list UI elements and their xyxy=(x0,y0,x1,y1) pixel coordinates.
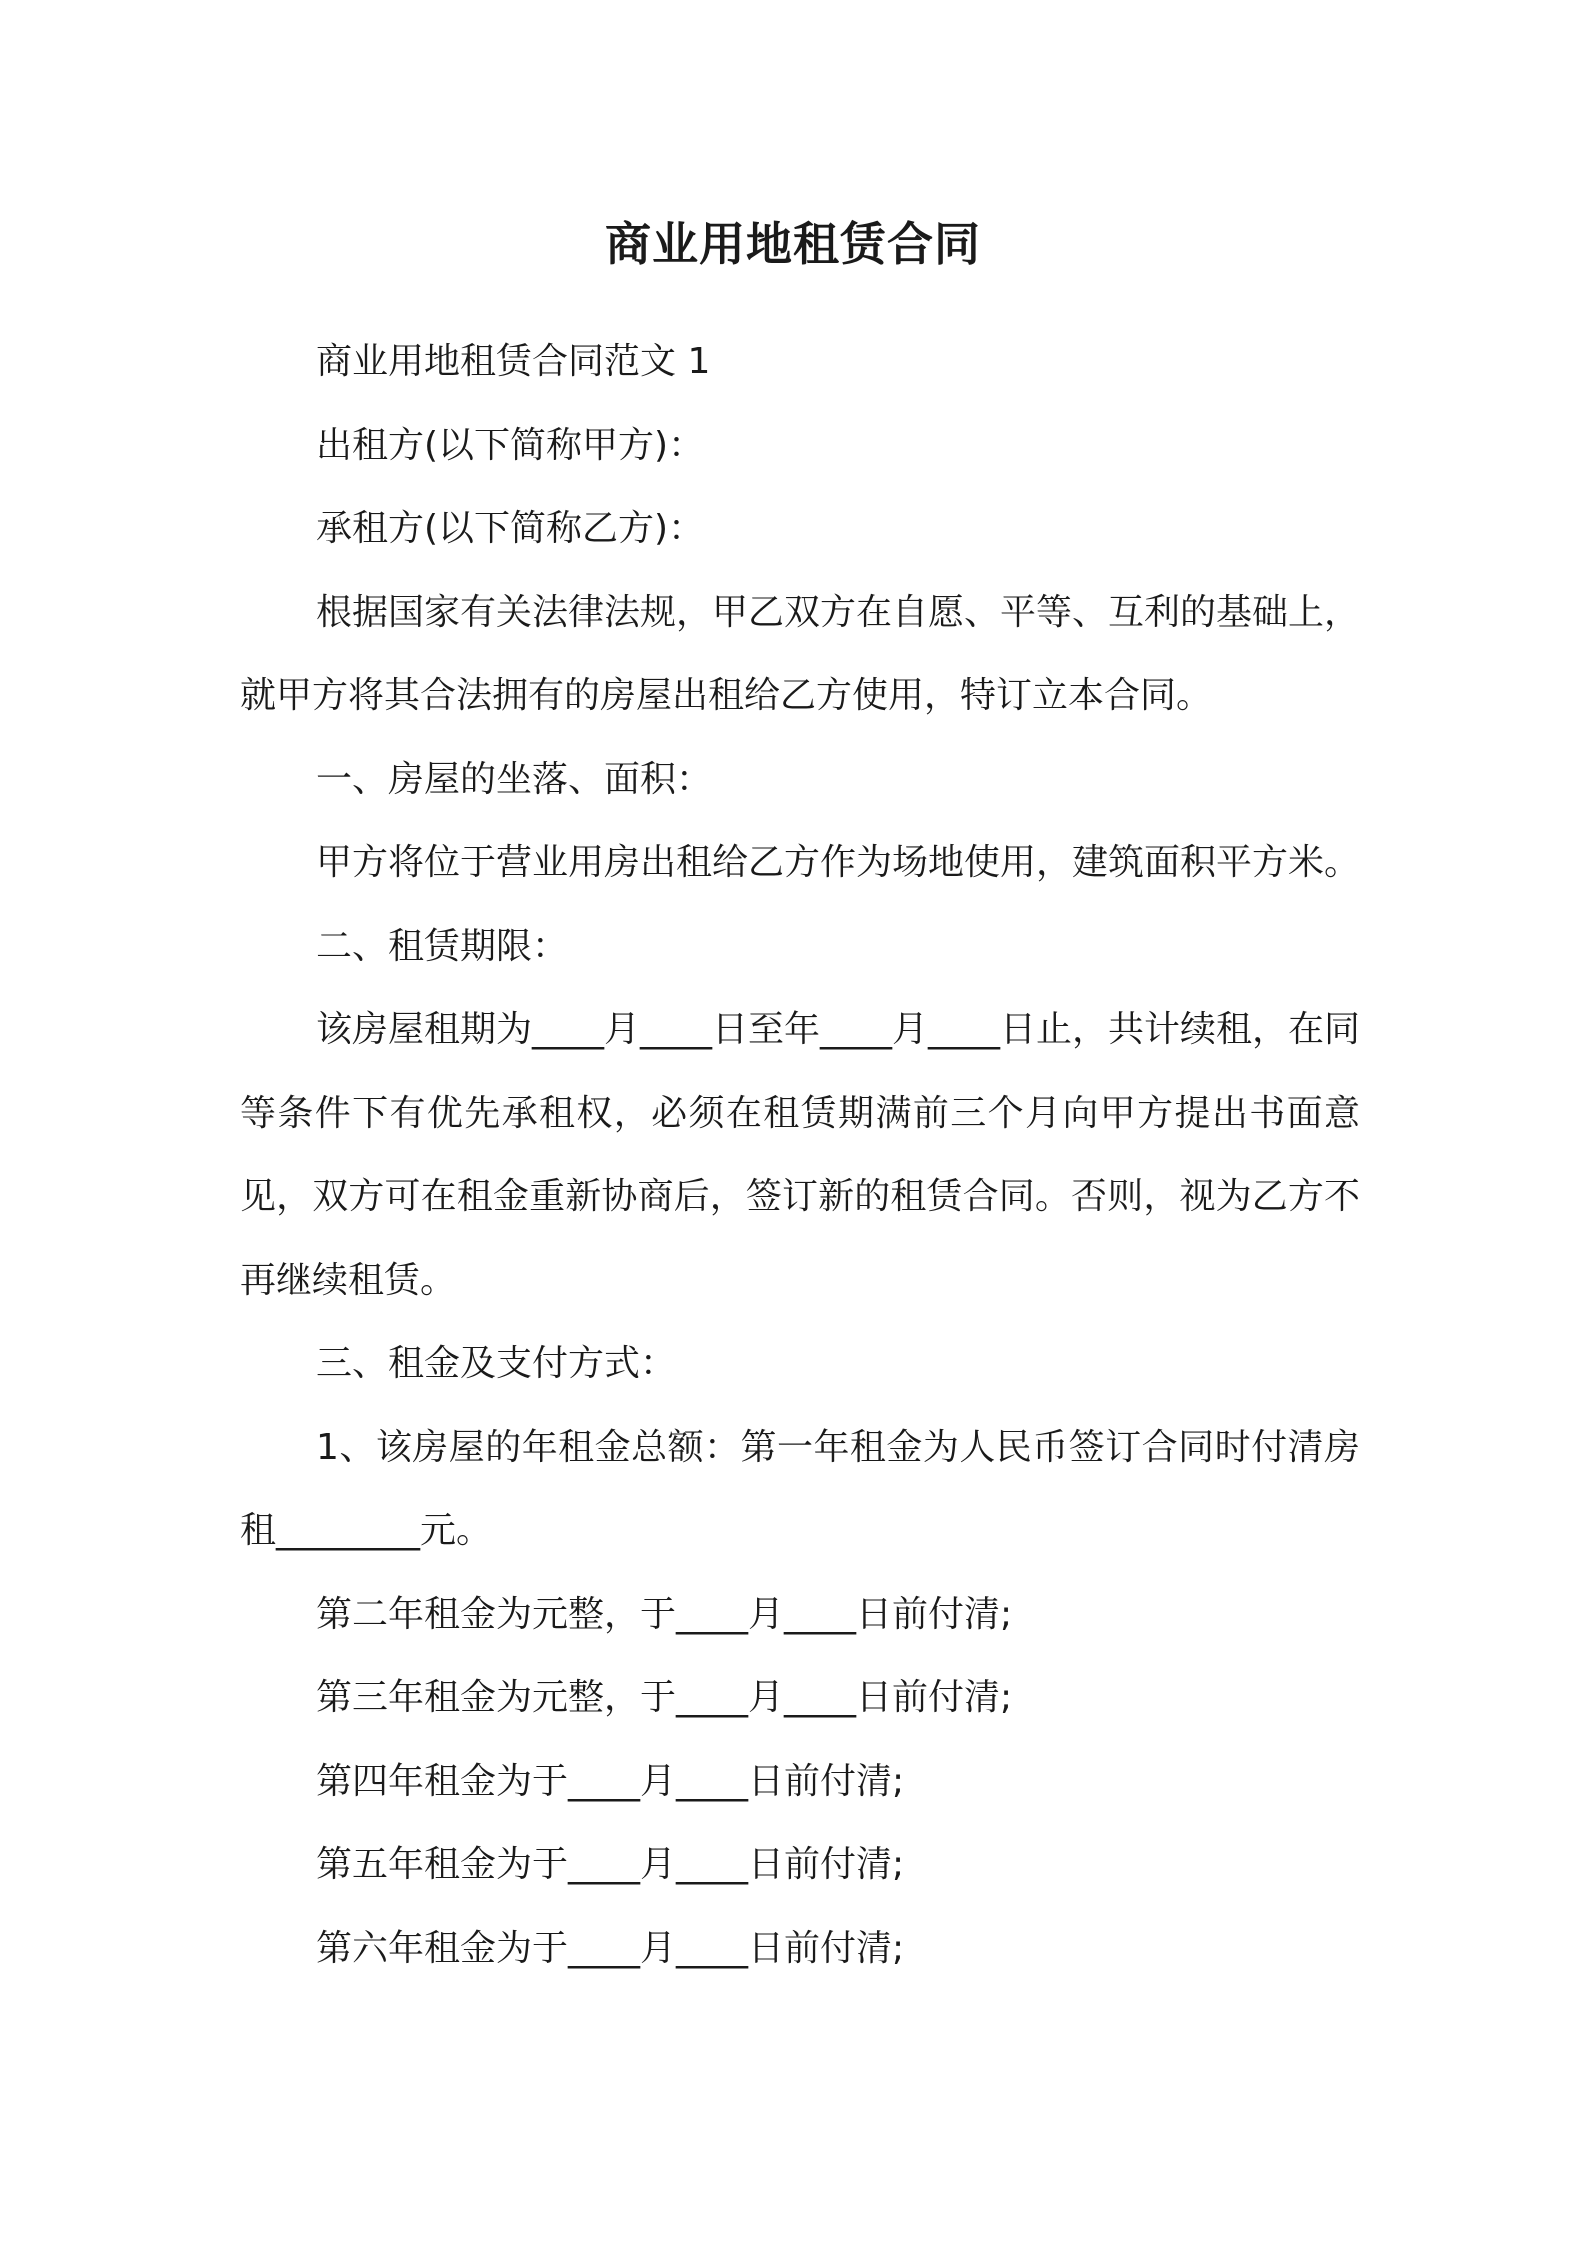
document-title: 商业用地租赁合同 xyxy=(605,217,981,271)
section-heading-term: 二、租赁期限： xyxy=(316,925,569,967)
lessee-line: 承租方(以下简称乙方)： xyxy=(316,508,705,549)
rent-sixth-year: 第六年租金为于____月____日前付清; xyxy=(316,1927,905,1969)
rent-fifth-year: 第五年租金为于____月____日前付清; xyxy=(316,1844,905,1885)
term-paragraph: 该房屋租期为____月____日至年____月____日止，共计续租，在同等条件下有优先承租权，必须在租赁期满前三个月向甲方提出书面意见，双方可在租金重新协商后，签订新的租赁合同。否则，视为乙方不再继续租赁。 xyxy=(240,1009,1361,1301)
section-heading-location: 一、房屋的坐落、面积： xyxy=(316,758,713,800)
preamble-paragraph: 根据国家有关法律法规，甲乙双方在自愿、平等、互利的基础上，就甲方将其合法拥有的房屋出租给乙方使用，特订立本合同。 xyxy=(240,591,1361,716)
lessor-line: 出租方(以下简称甲方)： xyxy=(316,424,705,466)
rent-third-year: 第三年租金为元整，于____月____日前付清; xyxy=(316,1677,1013,1718)
location-paragraph: 甲方将位于营业用房出租给乙方作为场地使用，建筑面积平方米。 xyxy=(316,842,1361,883)
rent-first-year: 1、该房屋的年租金总额：第一年租金为人民币签订合同时付清房租________元。 xyxy=(240,1426,1360,1551)
subtitle-paragraph: 商业用地租赁合同范文 1 xyxy=(316,341,711,382)
rent-second-year: 第二年租金为元整，于____月____日前付清; xyxy=(316,1593,1013,1635)
rent-fourth-year: 第四年租金为于____月____日前付清; xyxy=(316,1760,905,1802)
document-body xyxy=(240,320,1360,1990)
section-heading-rent: 三、租金及支付方式： xyxy=(316,1343,677,1384)
